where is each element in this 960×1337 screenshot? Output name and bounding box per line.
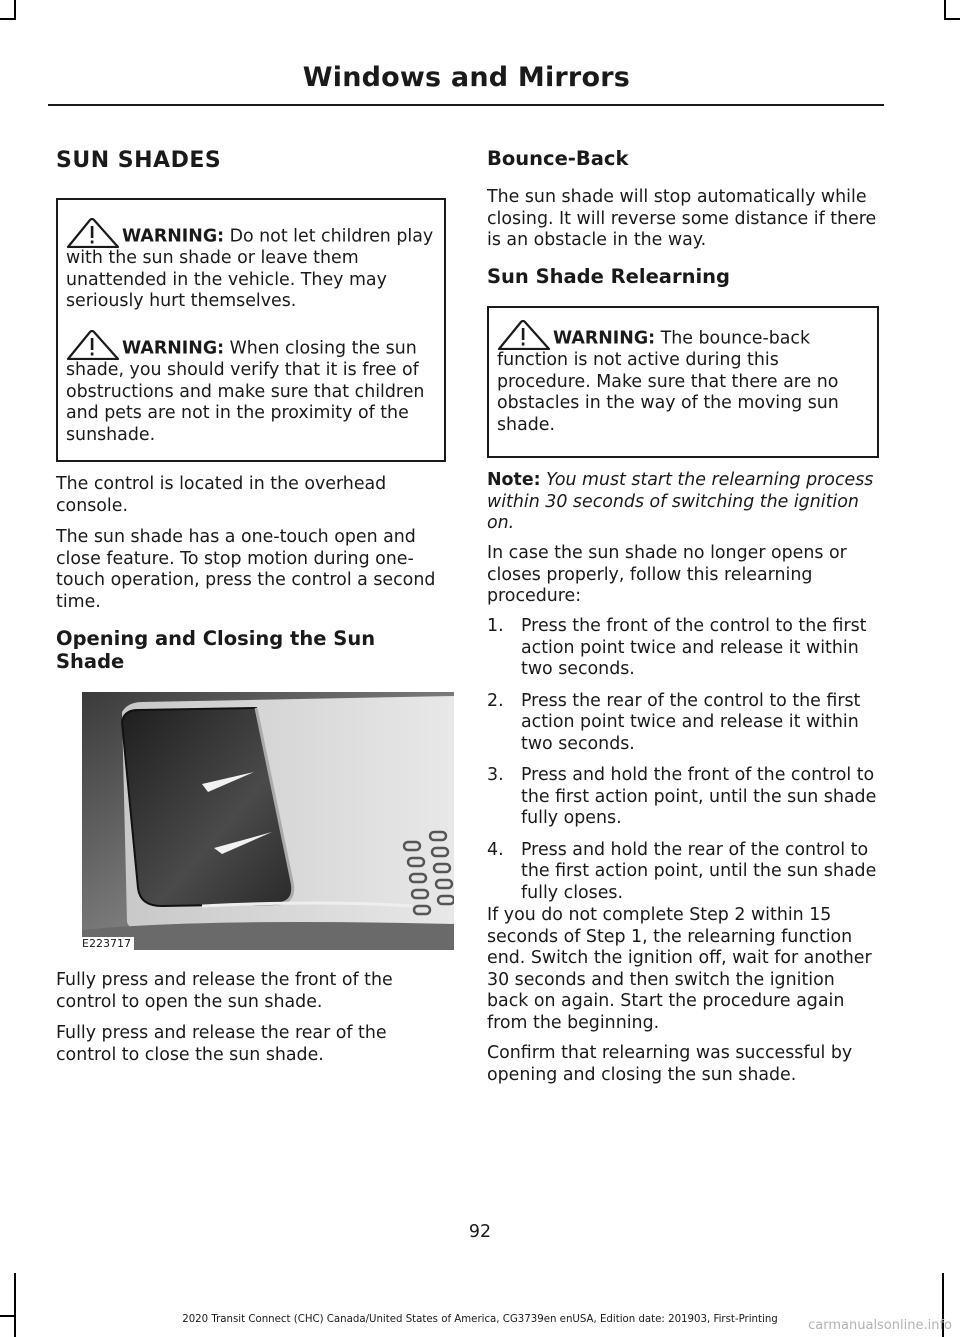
figure-code: E223717: [82, 937, 134, 950]
warning-label: WARNING:: [122, 226, 225, 247]
step-text: Press the rear of the control to the first action point twice and release it within two seconds.: [521, 690, 861, 754]
warning-label: WARNING:: [553, 328, 656, 349]
paragraph: If you do not complete Step 2 within 15 seconds of Step 1, the relearning function end. Switch the ignition off, wait for another 30 seconds and then switch the ignition back on again. Start the procedure again from the beginning.: [487, 905, 872, 1033]
step-text: Press the front of the control to the first action point twice and release it within two seconds.: [521, 616, 867, 679]
paragraph: Confirm that relearning was successful by opening and closing the sun shade.: [487, 1043, 853, 1085]
crop-mark: [0, 18, 16, 20]
paragraph: The sun shade has a one-touch open and close feature. To stop motion during one-touch operation, press the control a second time.: [56, 527, 436, 612]
paragraph: The sun shade will stop automatically while closing. It will reverse some distance if there is an obstacle in the way.: [487, 187, 877, 250]
crop-mark: [944, 0, 946, 20]
subsection-heading: Sun Shade Relearning: [487, 265, 730, 288]
step-text: Press and hold the front of the control to the first action point, until the sun shade fully opens.: [521, 765, 877, 828]
watermark[interactable]: carmanualsonline.info: [808, 1318, 952, 1333]
step-number: 4.: [487, 839, 504, 860]
subsection-heading: Opening and Closing the Sun Shade: [56, 627, 376, 673]
note: [487, 470, 879, 535]
header-rule: [48, 104, 884, 106]
warning-label: WARNING:: [122, 338, 225, 359]
list-item: [487, 840, 879, 905]
warning-text: When closing the sun shade, you should verify that it is free of obstructions and make sure that children and pets are not in the proximity of the sunshade.: [66, 338, 425, 445]
note-label: Note:: [487, 470, 541, 490]
step-number: 2.: [487, 690, 504, 711]
relearning-steps-list: [487, 616, 879, 914]
warning-triangle-icon: [66, 330, 122, 360]
list-item: [487, 765, 879, 830]
warning-text: The bounce-back function is not active during this procedure. Make sure that there are no obstacles in the way of the moving sun shade.: [497, 328, 839, 435]
warning-item: [497, 320, 869, 436]
warning-triangle-icon: [497, 320, 553, 350]
warning-item: [66, 218, 436, 313]
crop-mark: [14, 0, 16, 20]
step-number: 1.: [487, 616, 504, 636]
warning-text: Do not let children play with the sun shade or leave them unattended in the vehicle. They may seriously hurt themselves.: [66, 226, 434, 311]
list-item: [487, 691, 879, 756]
note-text: You must start the relearning process within 30 seconds of switching the ignition on.: [487, 470, 874, 533]
paragraph: The control is located in the overhead console.: [56, 474, 387, 516]
list-item: [487, 616, 879, 681]
page-header-title: Windows and Mirrors: [302, 62, 630, 93]
step-number: 3.: [487, 765, 504, 785]
warning-triangle-icon: [66, 218, 122, 248]
step-text: Press and hold the rear of the control to the first action point, until the sun shade fully closes.: [521, 839, 877, 903]
crop-mark: [944, 18, 960, 20]
section-heading: SUN SHADES: [56, 148, 222, 173]
crop-mark: [14, 1273, 16, 1337]
paragraph: Fully press and release the rear of the control to close the sun shade.: [56, 1023, 387, 1065]
paragraph: In case the sun shade no longer opens or closes properly, follow this relearning procedure:: [487, 543, 847, 606]
subsection-heading: Bounce-Back: [487, 147, 629, 170]
paragraph: Fully press and release the front of the control to open the sun shade.: [56, 970, 393, 1012]
warning-item: [66, 330, 436, 446]
warning-box: [487, 306, 879, 458]
warning-box: [56, 198, 446, 462]
sun-shade-control-illustration: [82, 692, 454, 950]
page-number: 92: [468, 1222, 492, 1242]
footer-text: 2020 Transit Connect (CHC) Canada/United States of America, CG3739en enUSA, Edition date: 201903, First-Printing: [182, 1314, 778, 1325]
